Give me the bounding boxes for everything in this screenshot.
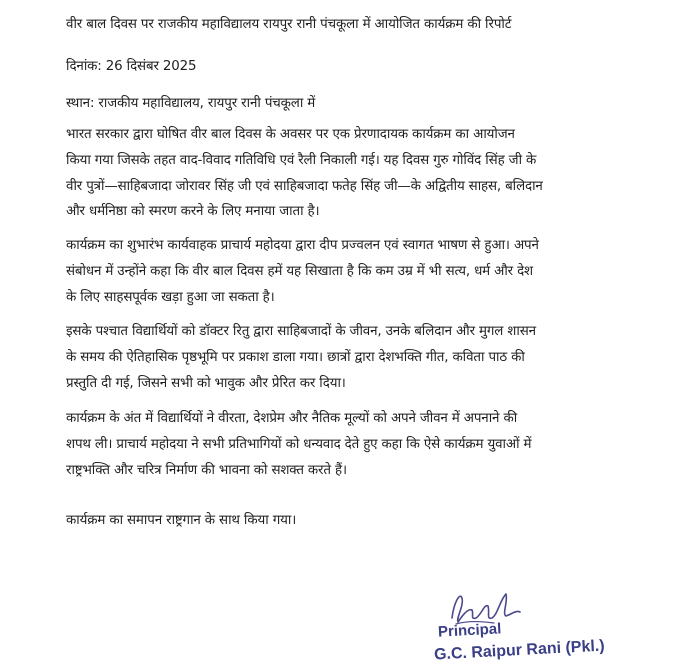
report-date: दिनांक: 26 दिसंबर 2025 [66, 59, 197, 74]
report-title: वीर बाल दिवस पर राजकीय महाविद्यालय रायपुर रानी पंचकूला में आयोजित कार्यक्रम की रिपोर्ट [66, 17, 512, 32]
paragraph-1-line-4: और धर्मनिष्ठा को स्मरण करने के लिए मनाया जाता है। [66, 204, 320, 219]
paragraph-3-line-2: के समय की ऐतिहासिक पृष्ठभूमि पर प्रकाश डाला गया। छात्रों द्वारा देशभक्ति गीत, कविता पाठ की [66, 350, 525, 365]
report-venue: स्थान: राजकीय महाविद्यालय, रायपुर रानी पंचकूला में [66, 96, 316, 111]
paragraph-4-line-2: शपथ ली। प्राचार्य महोदया ने सभी प्रतिभागियों को धन्यवाद देते हुए कहा कि ऐसे कार्यक्रम युवाओं में [66, 437, 532, 452]
paragraph-2-line-3: के लिए साहसपूर्वक खड़ा हुआ जा सकता है। [66, 290, 275, 305]
paragraph-1-line-3: वीर पुत्रों—साहिबजादा जोरावर सिंह जी एवं साहिबजादा फतेह सिंह जी—के अद्वितीय साहस, बलिदान [66, 179, 543, 194]
paragraph-1-line-2: किया गया जिसके तहत वाद-विवाद गतिविधि एवं रैली निकाली गई। यह दिवस गुरु गोविंद सिंह जी के [66, 153, 537, 168]
paragraph-2-line-2: संबोधन में उन्होंने कहा कि वीर बाल दिवस हमें यह सिखाता है कि कम उम्र में भी सत्य, धर्म और देश [66, 264, 534, 279]
paragraph-3-line-3: प्रस्तुति दी गई, जिसने सभी को भावुक और प्रेरित कर दिया। [66, 376, 346, 391]
stamp-college: G.C. Raipur Rani (Pkl.) [433, 637, 605, 664]
paragraph-2-line-1: कार्यक्रम का शुभारंभ कार्यवाहक प्राचार्य महोदया द्वारा दीप प्रज्वलन एवं स्वागत भाषण से हुआ। अपने [66, 238, 539, 253]
paragraph-1-line-1: भारत सरकार द्वारा घोषित वीर बाल दिवस के अवसर पर एक प्रेरणादायक कार्यक्रम का आयोजन [66, 127, 515, 142]
paragraph-4-line-1: कार्यक्रम के अंत में विद्यार्थियों ने वीरता, देशप्रेम और नैतिक मूल्यों को अपने जीवन में अपनाने की [66, 411, 518, 426]
paragraph-3-line-1: इसके पश्चात विद्यार्थियों को डॉक्टर रितु द्वारा साहिबजादों के जीवन, उनके बलिदान और मुगल शासन [66, 324, 536, 339]
paragraph-4-line-3: राष्ट्रभक्ति और चरित्र निर्माण की भावना को सशक्त करते हैं। [66, 463, 347, 478]
stamp-principal: Principal [437, 620, 502, 641]
paragraph-5-line-1: कार्यक्रम का समापन राष्ट्रगान के साथ किया गया। [66, 513, 297, 528]
